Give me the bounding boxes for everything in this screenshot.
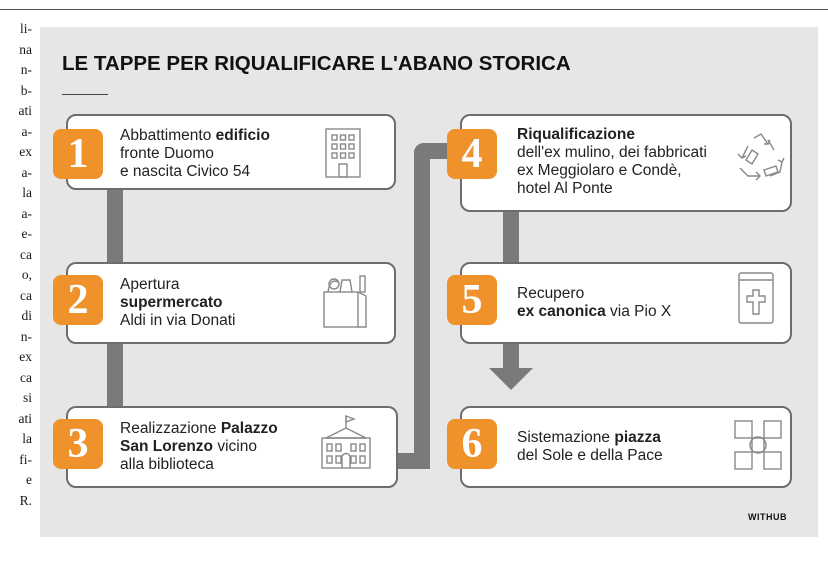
left-column-line: ex: [19, 349, 32, 364]
credit-label: WITHUB: [748, 512, 787, 522]
step-text-line: [517, 285, 671, 303]
step-text-line: [517, 180, 707, 198]
step-text-1: [120, 127, 270, 181]
left-column-line: na: [19, 41, 32, 57]
step-text-4: [517, 126, 707, 198]
connector-2-3: [107, 344, 123, 406]
top-rule: [0, 9, 828, 10]
step-number-badge: [447, 129, 497, 179]
connector-3-4-vertical: [414, 143, 430, 469]
square-plan-icon: [732, 418, 784, 472]
step-text-bold: ex canonica: [517, 303, 606, 320]
step-number: 6: [461, 421, 483, 467]
left-column-text: [0, 20, 32, 520]
connector-1-2: [107, 190, 123, 262]
left-column-line: ati: [18, 410, 32, 426]
step-text-bold: San Lorenzo: [120, 438, 214, 455]
left-column-line: fi-: [19, 451, 32, 467]
step-text-line: [517, 447, 663, 465]
step-number-badge: [447, 275, 497, 325]
step-text-2: [120, 276, 235, 330]
left-column-line: n-: [20, 328, 32, 344]
step-text-run: e nascita Civico 54: [120, 163, 251, 180]
step-text-bold: Palazzo: [220, 420, 278, 437]
left-column-line: si: [22, 390, 32, 405]
step-text-line: [517, 126, 707, 144]
connector-5-6-shaft: [503, 344, 519, 370]
step-text-line: [120, 438, 278, 456]
step-text-line: [517, 162, 707, 180]
step-text-run: del Sole e della Pace: [517, 447, 663, 464]
step-text-bold: Riqualificazione: [517, 126, 635, 143]
left-column-line: ca: [20, 287, 32, 303]
step-text-run: hotel Al Ponte: [517, 180, 613, 197]
step-text-line: [120, 127, 270, 145]
step-text-bold: piazza: [614, 429, 661, 446]
left-column-line: n-: [20, 62, 32, 77]
step-text-5: [517, 285, 671, 321]
left-column-line: e: [26, 472, 32, 487]
left-column-line: la: [22, 185, 32, 200]
left-column-line: a-: [21, 123, 32, 139]
step-number: 3: [67, 421, 89, 467]
step-text-run: Abbattimento: [120, 127, 216, 144]
step-number-badge: [53, 419, 103, 469]
step-number: 1: [67, 131, 89, 177]
connector-4-5: [503, 212, 519, 262]
step-text-line: [120, 294, 235, 312]
left-column-line: li-: [20, 21, 32, 36]
step-text-bold: supermercato: [120, 294, 223, 311]
step-text-bold: edificio: [215, 127, 270, 144]
step-text-run: Aldi in via Donati: [120, 312, 236, 329]
step-text-run: dell'ex mulino, dei fabbricati: [517, 144, 707, 161]
down-arrow-icon: [489, 368, 533, 392]
step-number-badge: [53, 275, 103, 325]
left-column-line: ca: [20, 246, 32, 262]
step-number: 4: [461, 131, 483, 177]
step-number: 2: [67, 277, 89, 323]
building-icon: [322, 126, 364, 180]
left-column-line: o,: [21, 267, 32, 282]
step-text-line: [120, 163, 270, 181]
step-text-3: [120, 420, 278, 474]
step-text-line: [120, 312, 235, 330]
recycle-icon: [734, 130, 788, 184]
step-text-line: [517, 144, 707, 162]
shopping-bag-icon: [320, 272, 372, 330]
step-text-run: vicino: [213, 438, 257, 455]
left-column-line: e-: [21, 226, 32, 241]
left-column-line: ati: [18, 103, 32, 118]
infographic-title: LE TAPPE PER RIQUALIFICARE L'ABANO STORICA: [62, 52, 571, 75]
step-text-line: [517, 429, 663, 447]
step-text-line: [120, 456, 278, 474]
step-text-run: fronte Duomo: [120, 145, 214, 162]
bible-icon: [736, 270, 776, 326]
left-column-line: a-: [21, 205, 32, 221]
step-text-6: [517, 429, 663, 465]
step-text-run: alla biblioteca: [120, 456, 214, 473]
left-column-line: a-: [21, 164, 32, 180]
step-text-run: Realizzazione: [120, 420, 221, 437]
step-number: 5: [461, 277, 483, 323]
step-text-run: via Pio X: [605, 303, 672, 320]
left-column-line: ca: [20, 369, 32, 385]
step-number-badge: [447, 419, 497, 469]
step-text-run: Sistemazione: [517, 429, 615, 446]
step-text-run: Apertura: [120, 276, 180, 293]
step-text-run: Recupero: [517, 285, 585, 302]
left-column-line: b-: [20, 82, 32, 98]
step-text-line: [517, 303, 671, 321]
left-column-line: ex: [19, 144, 32, 159]
step-number-badge: [53, 129, 103, 179]
title-underline: [62, 94, 108, 95]
step-text-line: [120, 145, 270, 163]
step-text-line: [120, 276, 235, 294]
step-text-run: ex Meggiolaro e Condè,: [517, 162, 682, 179]
left-column-line: R.: [19, 492, 32, 508]
left-column-line: di: [21, 308, 32, 323]
step-text-line: [120, 420, 278, 438]
left-column-line: la: [22, 431, 32, 446]
palace-icon: [318, 414, 374, 472]
